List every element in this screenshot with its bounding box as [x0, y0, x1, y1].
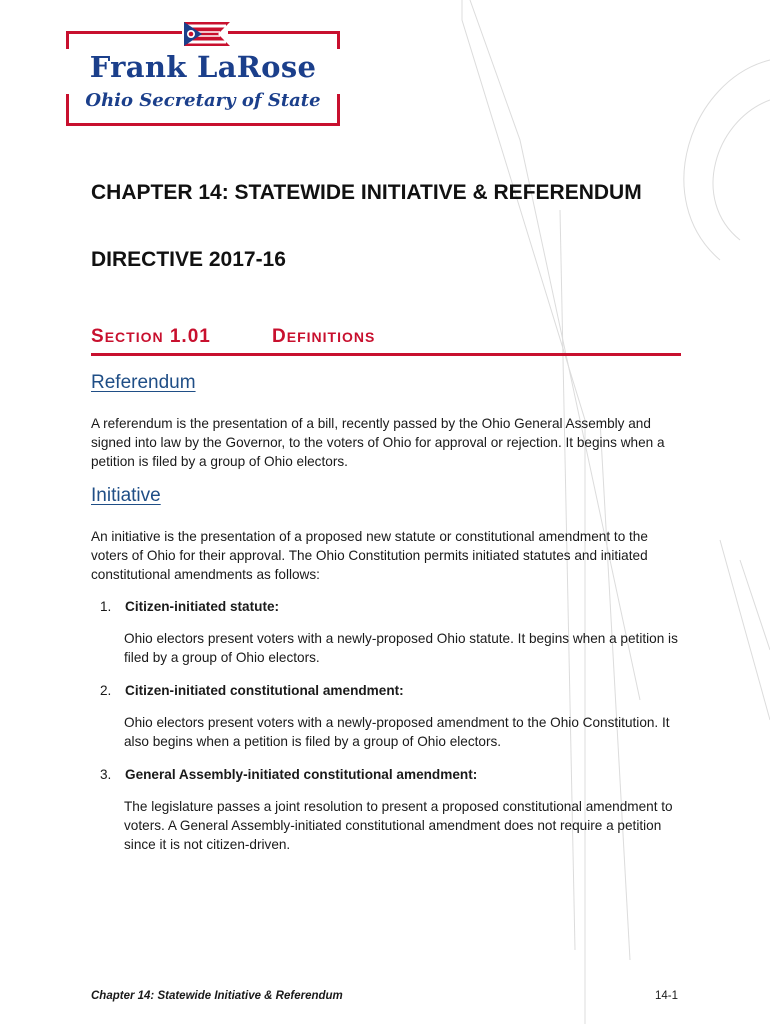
logo [64, 16, 342, 128]
list-item-label: 2. Citizen-initiated constitutional amendment: [100, 683, 404, 698]
referendum-heading: Referendum [91, 372, 196, 393]
list-item-text: Ohio electors present voters with a newly-proposed Ohio statute. It begins when a petition is filed by a group of Ohio electors. [124, 631, 678, 665]
initiative-definition: An initiative is the presentation of a proposed new statute or constitutional amendment to the voters of Ohio for their approval. The Ohio Constitution permits initiated statutes and initiated constitutional amendments as follows: [91, 529, 648, 582]
list-item-label: 1. Citizen-initiated statute: [100, 599, 280, 614]
directive-number: DIRECTIVE 2017-16 [91, 248, 286, 271]
list-item-label: 3. General Assembly-initiated constitutional amendment: [100, 767, 478, 782]
logo-frame [337, 31, 340, 49]
logo-subtitle: Ohio Secretary of State [85, 90, 321, 111]
chapter-title: CHAPTER 14: STATEWIDE INITIATIVE & REFERENDUM [91, 181, 642, 204]
footer-chapter-title: Chapter 14: Statewide Initiative & Referendum [91, 990, 343, 1002]
logo-frame [66, 123, 340, 126]
referendum-definition: A referendum is the presentation of a bill, recently passed by the Ohio General Assembly and signed into law by the Governor, to the voters of Ohio for approval or rejection. It begins when a petition is filed by a group of Ohio electors. [91, 416, 665, 469]
logo-frame [66, 31, 182, 34]
initiative-heading: Initiative [91, 485, 161, 506]
ohio-flag-icon [182, 20, 232, 48]
section-divider [91, 353, 681, 356]
logo-name: Frank LaRose [89, 50, 317, 84]
list-item-text: Ohio electors present voters with a newly-proposed amendment to the Ohio Constitution. It also begins when a petition is filed by a group of Ohio electors. [124, 715, 670, 749]
section-heading [91, 326, 681, 352]
section-title: DEFINITIONS [272, 326, 376, 347]
logo-frame [228, 31, 340, 34]
section-number: SECTION 1.01 [91, 326, 211, 347]
footer-page-number: 14-1 [655, 990, 679, 1002]
logo-frame [66, 31, 69, 49]
list-item-text: The legislature passes a joint resolution to present a proposed constitutional amendment to voters. A General Assembly-initiated constitutional amendment does not require a petition since it is not citizen-driven. [124, 799, 673, 852]
